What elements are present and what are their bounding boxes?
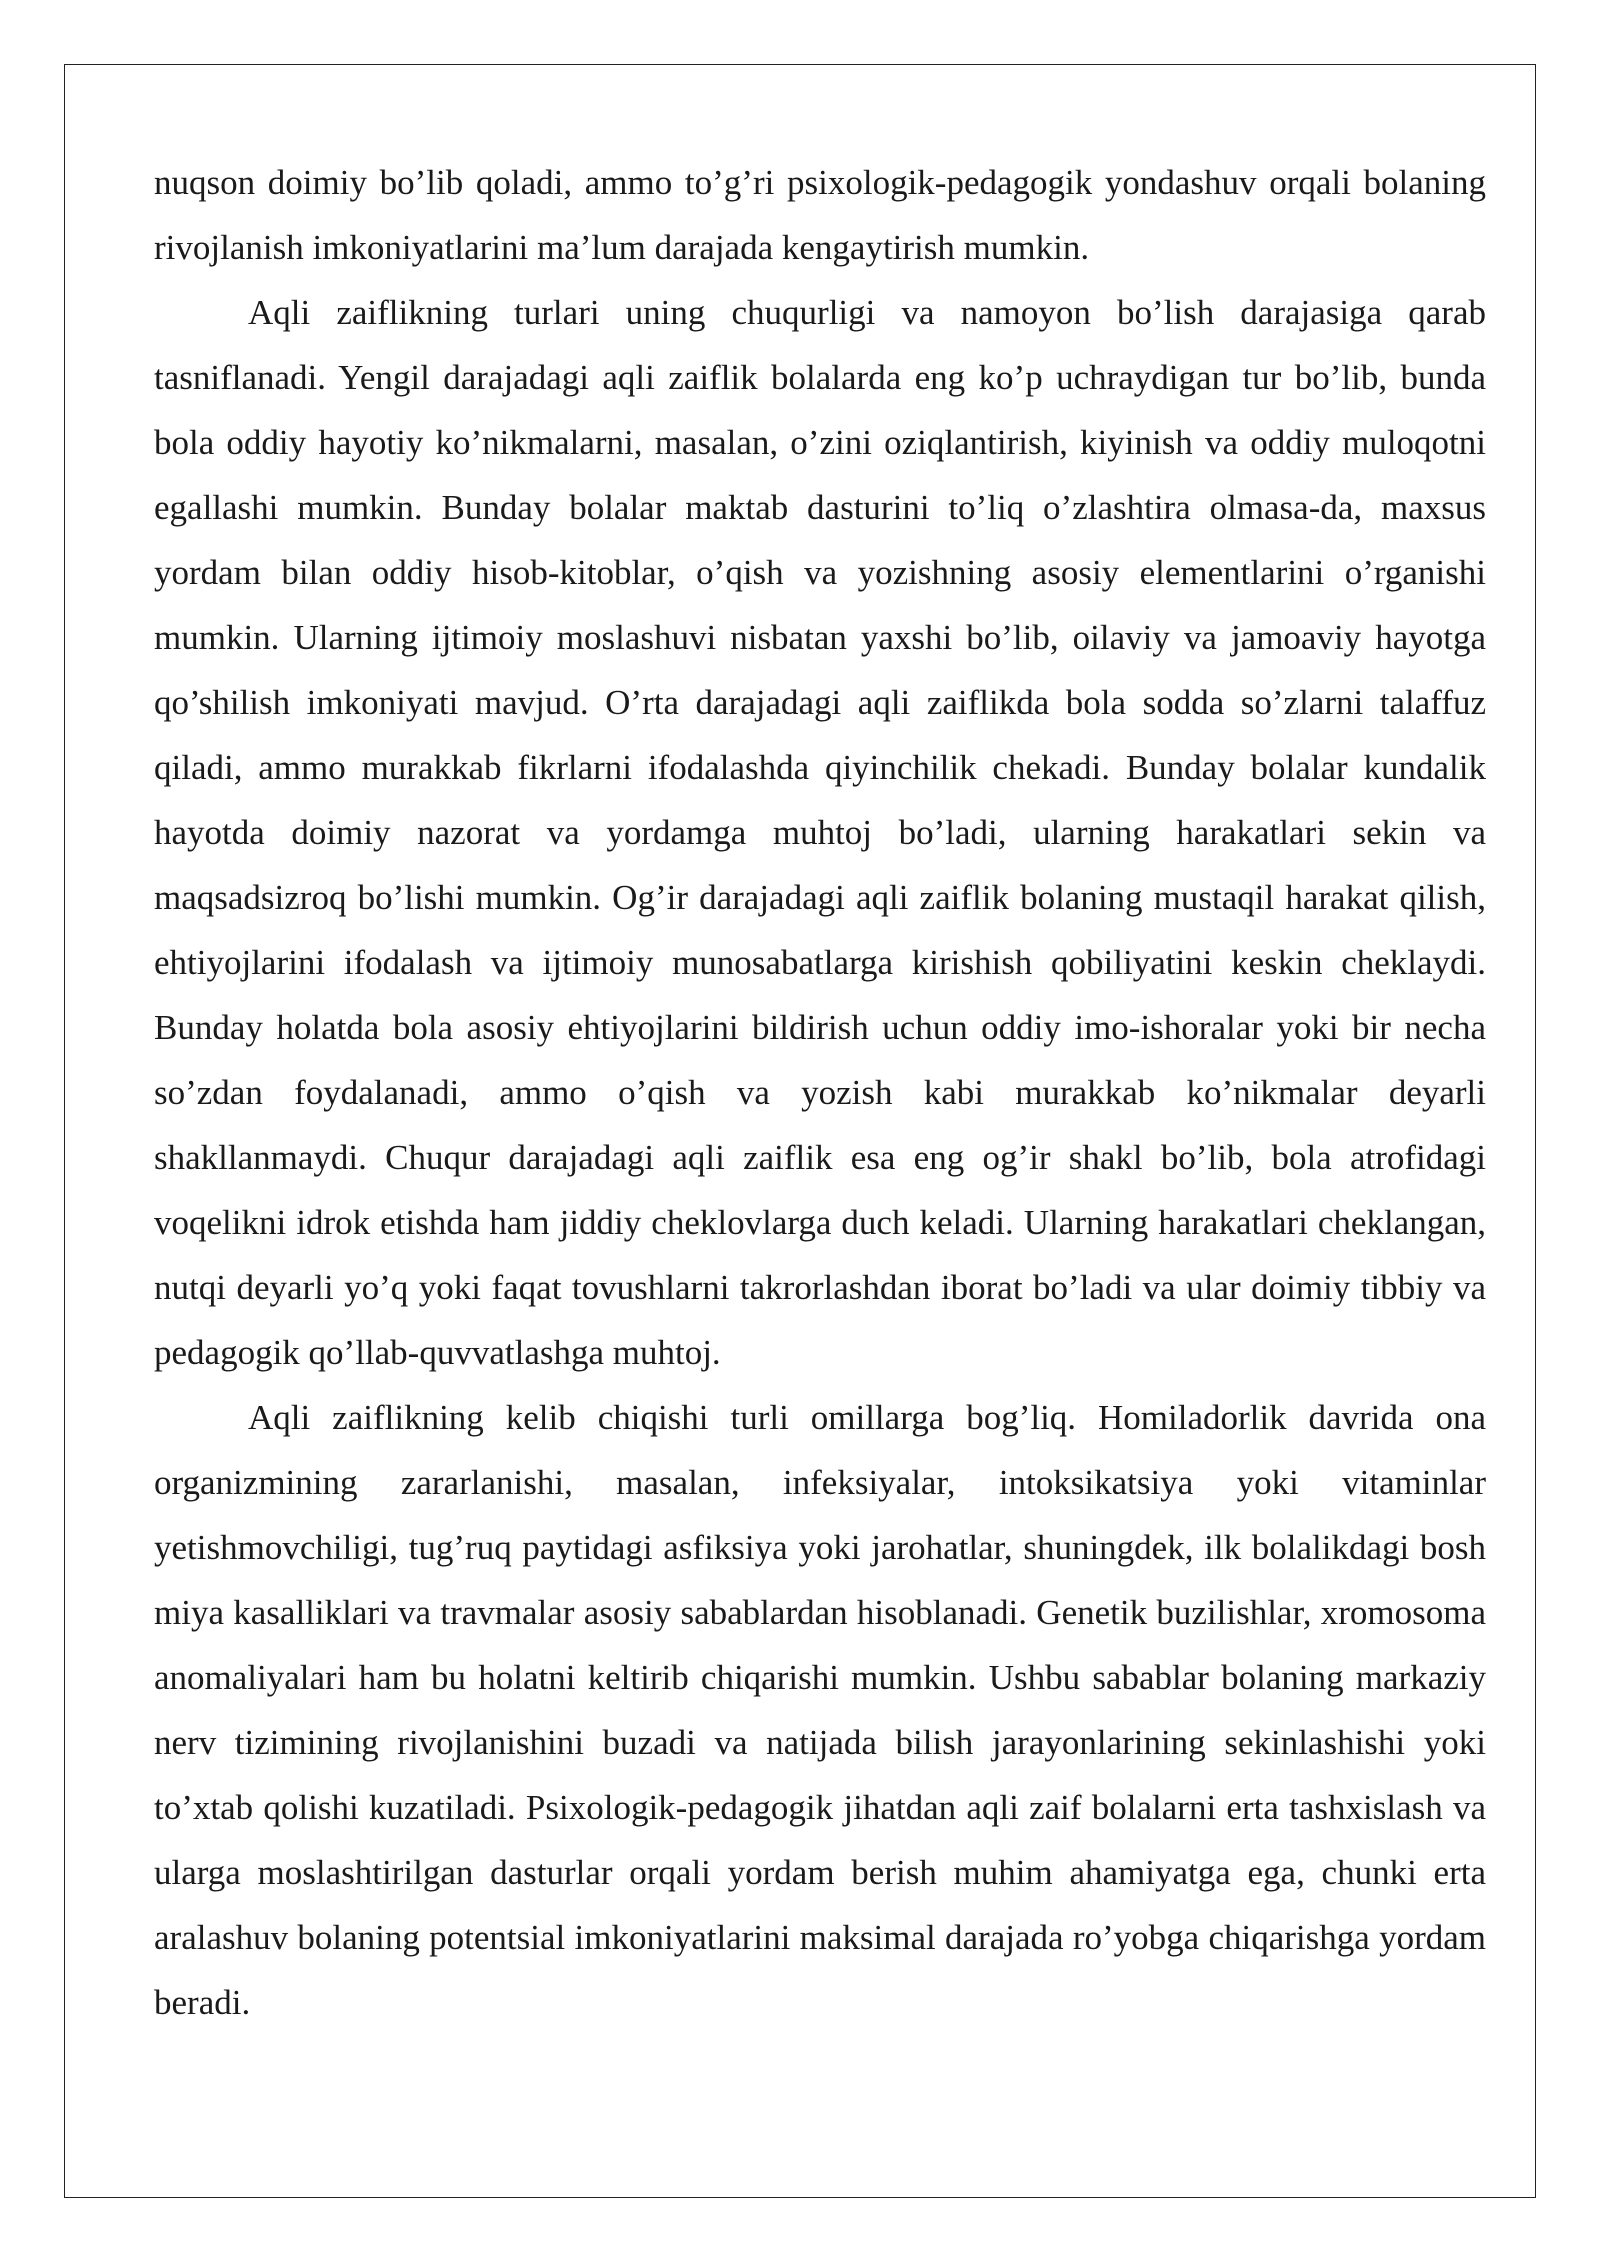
document-body	[154, 150, 1486, 2035]
paragraph-types: Aqli zaiflikning turlari uning chuqurligi va namoyon bo’lish darajasiga qarab tasniflanadi. Yengil darajadagi aqli zaiflik bolalarda eng ko’p uchraydigan tur bo’lib, bunda bola oddiy hayotiy ko’nikmalarni, masalan, o’zini oziqlantirish, kiyinish va oddiy muloqotni egallashi mumkin. Bunday bolalar maktab dasturini to’liq o’zlashtira olmasa-da, maxsus yordam bilan oddiy hisob-kitoblar, o’qish va yozishning asosiy elementlarini o’rganishi mumkin. Ularning ijtimoiy moslashuvi nisbatan yaxshi bo’lib, oilaviy va jamoaviy hayotga qo’shilish imkoniyati mavjud. O’rta darajadagi aqli zaiflikda bola sodda so’zlarni talaffuz qiladi, ammo murakkab fikrlarni ifodalashda qiyinchilik chekadi. Bunday bolalar kundalik hayotda doimiy nazorat va yordamga muhtoj bo’ladi, ularning harakatlari sekin va maqsadsizroq bo’lishi mumkin. Og’ir darajadagi aqli zaiflik bolaning mustaqil harakat qilish, ehtiyojlarini ifodalash va ijtimoiy munosabatlarga kirishish qobiliyatini keskin cheklaydi. Bunday holatda bola asosiy ehtiyojlarini bildirish uchun oddiy imo-ishoralar yoki bir necha so’zdan foydalanadi, ammo o’qish va yozish kabi murakkab ko’nikmalar deyarli shakllanmaydi. Chuqur darajadagi aqli zaiflik esa eng og’ir shakl bo’lib, bola atrofidagi voqelikni idrok etishda ham jiddiy cheklovlarga duch keladi. Ularning harakatlari cheklangan, nutqi deyarli yo’q yoki faqat tovushlarni takrorlashdan iborat bo’ladi va ular doimiy tibbiy va pedagogik qo’llab-quvvatlashga muhtoj.	[154, 293, 1486, 1372]
paragraph-causes: Aqli zaiflikning kelib chiqishi turli omillarga bog’liq. Homiladorlik davrida ona organizmining zararlanishi, masalan, infeksiyalar, intoksikatsiya yoki vitaminlar yetishmovchiligi, tug’ruq paytidagi asfiksiya yoki jarohatlar, shuningdek, ilk bolalikdagi bosh miya kasalliklari va travmalar asosiy sabablardan hisoblanadi. Genetik buzilishlar, xromosoma anomaliyalari ham bu holatni keltirib chiqarishi mumkin. Ushbu sabablar bolaning markaziy nerv tizimining rivojlanishini buzadi va natijada bilish jarayonlarining sekinlashishi yoki to’xtab qolishi kuzatiladi. Psixologik-pedagogik jihatdan aqli zaif bolalarni erta tashxislash va ularga moslashtirilgan dasturlar orqali yordam berish muhim ahamiyatga ega, chunki erta aralashuv bolaning potentsial imkoniyatlarini maksimal darajada ro’yobga chiqarishga yordam beradi.	[154, 1398, 1486, 2022]
paragraph-continuation: nuqson doimiy bo’lib qoladi, ammo to’g’ri psixologik-pedagogik yondashuv orqali bolaning rivojlanish imkoniyatlarini ma’lum darajada kengaytirish mumkin.	[154, 163, 1486, 267]
